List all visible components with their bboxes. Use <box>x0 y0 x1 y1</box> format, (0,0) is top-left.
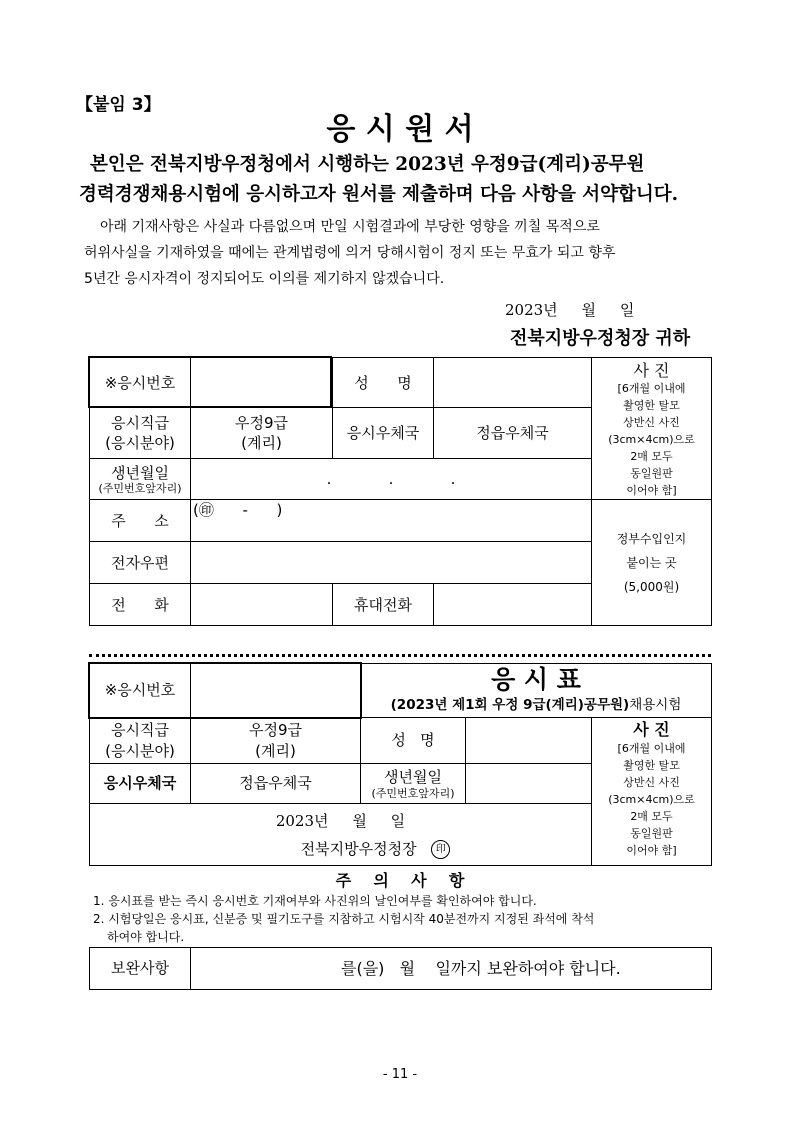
ticket-office-value: 정읍우체국 <box>191 764 361 804</box>
supplement-label: 보완사항 <box>90 948 191 990</box>
seal-icon: 印 <box>431 840 450 859</box>
application-table <box>89 357 712 626</box>
address-field[interactable]: (㊞ - ) <box>191 500 592 542</box>
photo-line: 동일원판 <box>630 467 673 481</box>
stamp-box <box>592 500 712 626</box>
ticket-job-value-line: 우정9급 <box>248 721 302 740</box>
photo-line: 2매 모두 <box>630 450 673 464</box>
ticket-date-line: 2023년 월 일 <box>275 811 406 830</box>
ticket-title: 응 시 표 <box>491 665 581 694</box>
ticket-photo-line: 상반신 사진 <box>623 776 680 790</box>
job-label-line: (응시분야) <box>105 434 175 453</box>
notice-title: 주 의 사 항 <box>335 871 465 890</box>
ticket-subtitle-rest: 채용시험 <box>629 697 682 713</box>
pledge-line-2: 허위사실을 기재하였을 때에는 관계법령에 의거 당해시험이 정지 또는 무효가 되고 향후 <box>84 245 616 261</box>
addressee: 전북지방우정청장 귀하 <box>510 328 691 349</box>
stamp-line: (5,000원) <box>623 579 680 594</box>
stamp-line: 정부수입인지 <box>616 531 687 546</box>
job-label-line: 응시직급 <box>111 413 169 432</box>
photo-line: [6개월 이내에 <box>617 382 686 395</box>
birth-label <box>90 458 191 499</box>
notice-item-2-cont: 하여야 합니다. <box>107 930 185 944</box>
photo-line: 촬영한 탈모 <box>623 399 680 413</box>
ticket-job-value <box>191 718 361 764</box>
ticket-birth-label <box>361 764 466 804</box>
photo-title: 사 진 <box>633 361 670 380</box>
email-field[interactable] <box>191 542 592 584</box>
name-label: 성 명 <box>333 358 434 408</box>
phone-field[interactable] <box>191 584 333 626</box>
ticket-job-label-line: 응시직급 <box>111 721 169 740</box>
ticket-birth-label-main: 생년월일 <box>384 768 442 787</box>
page-title: 응 시 원 서 <box>326 112 474 147</box>
ticket-job-value-line: (계리) <box>255 741 296 760</box>
stamp-line: 붙이는 곳 <box>626 555 677 570</box>
exam-number-field[interactable] <box>191 358 333 408</box>
attachment-label: 【붙임 3】 <box>76 95 161 115</box>
ticket-photo-line: (3cm×4cm)으로 <box>608 793 695 807</box>
pledge-line-3: 5년간 응시자격이 정지되어도 이의를 제기하지 않겠습니다. <box>84 271 445 287</box>
ticket-photo-line: [6개월 이내에 <box>617 742 686 755</box>
photo-line: 이어야 함] <box>626 484 677 498</box>
date-line: 2023년 월 일 <box>505 301 635 319</box>
cut-line <box>89 654 711 657</box>
ticket-photo-title: 사 진 <box>633 720 670 739</box>
office-value: 정읍우체국 <box>434 408 592 458</box>
ticket-birth-field[interactable] <box>466 764 592 804</box>
address-label: 주 소 <box>90 500 191 542</box>
ticket-job-label-line: (응시분야) <box>105 741 175 760</box>
ticket-issuer-block <box>90 804 592 866</box>
photo-line: (3cm×4cm)으로 <box>608 433 695 447</box>
job-value <box>191 408 333 458</box>
ticket-subtitle-bold: (2023년 제1회 우정 9급(계리)공무원) <box>390 697 630 713</box>
declaration-line-1: 본인은 전북지방우정청에서 시행하는 2023년 우정9급(계리)공무원 <box>90 154 645 175</box>
birth-label-sub: (주민번호앞자리) <box>98 482 182 496</box>
declaration-line-2: 경력경쟁채용시험에 응시하고자 원서를 제출하며 다음 사항을 서약합니다. <box>79 184 679 205</box>
ticket-photo-line: 동일원판 <box>630 827 673 841</box>
ticket-name-label: 성 명 <box>361 718 466 764</box>
ticket-birth-label-sub: (주민번호앞자리) <box>371 786 455 800</box>
ticket-issuer: 전북지방우정청장 <box>300 839 417 858</box>
job-value-line: 우정9급 <box>234 413 288 432</box>
page-number: - 11 - <box>382 1067 418 1082</box>
ticket-photo-line: 2매 모두 <box>630 810 673 824</box>
mobile-field[interactable] <box>434 584 592 626</box>
email-label: 전자우편 <box>90 542 191 584</box>
job-value-line: (계리) <box>241 434 282 453</box>
supplement-table <box>89 947 712 990</box>
ticket-photo-line: 이어야 함] <box>626 844 677 858</box>
ticket-header <box>361 664 712 718</box>
office-label: 응시우체국 <box>333 408 434 458</box>
photo-box <box>592 358 712 500</box>
exam-number-label: ※응시번호 <box>90 358 191 408</box>
mobile-label: 휴대전화 <box>333 584 434 626</box>
name-field[interactable] <box>434 358 592 408</box>
notice-item-1: 1. 응시표를 받는 즉시 응시번호 기재여부와 사진위의 날인여부를 확인하여야 합니다. <box>93 894 537 908</box>
supplement-text: 를(을) 월 일까지 보완하여야 합니다. <box>191 948 712 990</box>
birth-label-main: 생년월일 <box>111 463 169 482</box>
pledge-line-1: 아래 기재사항은 사실과 다름없으며 만일 시험결과에 부당한 영향을 끼칠 목적으로 <box>100 219 600 235</box>
phone-label: 전 화 <box>90 584 191 626</box>
birth-field[interactable]: . . . <box>191 458 592 499</box>
photo-line: 상반신 사진 <box>623 416 680 430</box>
ticket-exam-number-field[interactable] <box>191 664 361 718</box>
notice-item-2: 2. 시험당일은 응시표, 신분증 및 필기도구를 지참하고 시험시작 40분전까지 지정된 좌석에 착석 <box>93 912 595 926</box>
ticket-table <box>89 663 712 866</box>
ticket-photo-box <box>592 718 712 866</box>
ticket-office-label: 응시우체국 <box>90 764 191 804</box>
ticket-photo-line: 촬영한 탈모 <box>623 759 680 773</box>
ticket-job-label <box>90 718 191 764</box>
job-label <box>90 408 191 458</box>
ticket-name-field[interactable] <box>466 718 592 764</box>
ticket-exam-number-label: ※응시번호 <box>90 664 191 718</box>
